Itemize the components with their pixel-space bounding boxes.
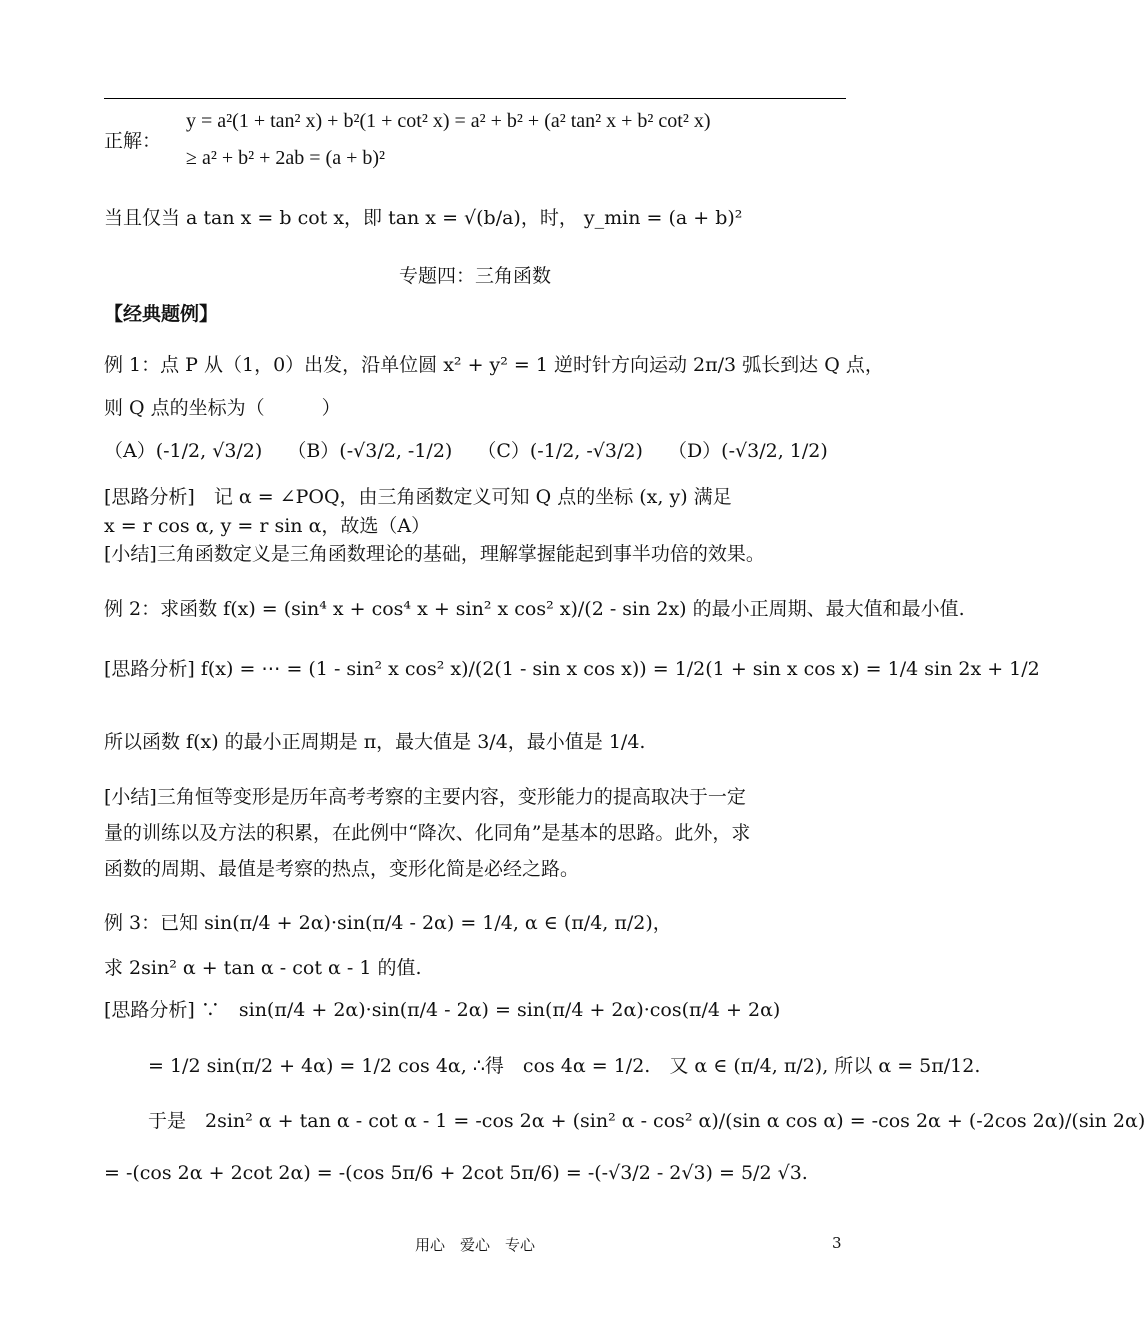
text-line: = 1/2 sin(π/2 + 4α) = 1/2 cos 4α, ∴得 cos 4α = 1/2. 又 α ∈ (π/4, π/2), 所以 α = 5π/12.	[148, 1055, 981, 1077]
text-line: 所以函数 f(x) 的最小正周期是 π，最大值是 3/4，最小值是 1/4.	[104, 731, 646, 753]
text-line: [小结]三角函数定义是三角函数理论的基础，理解掌握能起到事半功倍的效果。	[104, 543, 765, 565]
text-line: [思路分析] ∵ sin(π/4 + 2α)·sin(π/4 - 2α) = sin(π/4 + 2α)·cos(π/4 + 2α)	[104, 999, 781, 1021]
page-number: 3	[832, 1234, 842, 1252]
footer-text: 用心 爱心 专心	[414, 1236, 535, 1254]
text-line: 正解：	[104, 130, 162, 152]
text-line: 则 Q 点的坐标为（ ）	[104, 397, 341, 419]
text-line: （A）(-1/2, √3/2) （B）(-√3/2, -1/2) （C）(-1/2, -√3/2) （D）(-√3/2, 1/2)	[104, 440, 828, 462]
text-line: 专题四：三角函数	[398, 265, 551, 287]
text-line: 例 1：点 P 从（1，0）出发，沿单位圆 x² + y² = 1 逆时针方向运动 2π/3 弧长到达 Q 点，	[104, 354, 884, 376]
text-line: 于是 2sin² α + tan α - cot α - 1 = -cos 2α + (sin² α - cos² α)/(sin α cos α) = -cos 2α + (-2cos 2α)/(sin 2α)	[148, 1110, 1145, 1132]
text-line: 例 3：已知 sin(π/4 + 2α)·sin(π/4 - 2α) = 1/4, α ∈ (π/4, π/2)，	[104, 912, 672, 934]
text-line: 例 2：求函数 f(x) = (sin⁴ x + cos⁴ x + sin² x cos² x)/(2 - sin 2x) 的最小正周期、最大值和最小值.	[104, 598, 965, 620]
text-line: 求 2sin² α + tan α - cot α - 1 的值.	[104, 957, 422, 979]
text-line: ≥ a² + b² + 2ab = (a + b)²	[186, 147, 386, 169]
text-line: [思路分析] f(x) = ⋯ = (1 - sin² x cos² x)/(2(1 - sin x cos x)) = 1/2(1 + sin x cos x) = 1/4 sin 2x + 1/2	[104, 658, 1040, 680]
header-rule	[104, 98, 846, 99]
text-line: x = r cos α, y = r sin α，故选（A）	[104, 515, 431, 537]
text-line: 【经典题例】	[104, 303, 219, 325]
text-line: y = a²(1 + tan² x) + b²(1 + cot² x) = a² + b² + (a² tan² x + b² cot² x)	[186, 110, 711, 132]
text-line: [小结]三角恒等变形是历年高考考察的主要内容，变形能力的提高取决于一定	[104, 786, 746, 808]
text-line: 量的训练以及方法的积累，在此例中“降次、化同角”是基本的思路。此外，求	[104, 822, 751, 844]
text-line: [思路分析] 记 α = ∠POQ，由三角函数定义可知 Q 点的坐标 (x, y) 满足	[104, 486, 732, 508]
text-line: 当且仅当 a tan x = b cot x，即 tan x = √(b/a)，时， y_min = (a + b)²	[104, 207, 743, 229]
text-line: = -(cos 2α + 2cot 2α) = -(cos 5π/6 + 2cot 5π/6) = -(-√3/2 - 2√3) = 5/2 √3.	[104, 1162, 808, 1184]
text-line: 函数的周期、最值是考察的热点，变形化简是必经之路。	[104, 858, 580, 880]
